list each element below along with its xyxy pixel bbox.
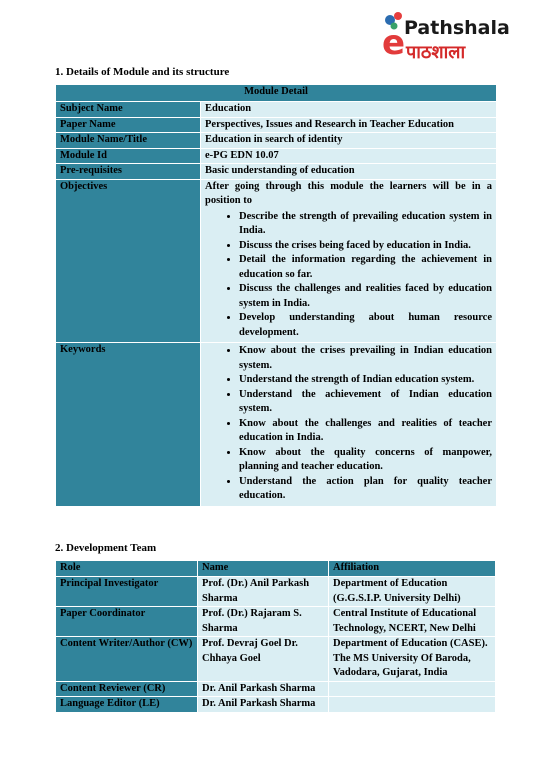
objectives-list [205,210,492,341]
column-header: Role [56,561,198,577]
table-row [56,577,496,607]
epathshala-logo [380,10,510,68]
list-item: • Understand the strength of Indian education system. [239,373,492,388]
affiliation-cell: Department of Education (G.G.S.I.P. University Delhi) [329,577,496,607]
row-value: Education [201,102,497,118]
name-cell: Dr. Anil Parkash Sharma [198,681,329,697]
list-item: • Discuss the crises being faced by education in India. [239,239,492,254]
table-row [56,164,496,180]
svg-text:e: e [382,23,406,63]
objectives-value [201,179,497,343]
role-cell: Principal Investigator [56,577,198,607]
row-value: Basic understanding of education [201,164,497,180]
objectives-label: Objectives [56,179,201,343]
row-label: Paper Name [56,117,201,133]
list-item: • Know about the quality concerns of manpower, planning and teacher education. [239,446,492,475]
name-cell: Prof. (Dr.) Rajaram S. Sharma [198,607,329,637]
section2-heading: 2. Development Team [55,542,157,554]
svg-text:पाठशाला: पाठशाला [406,42,466,63]
objectives-intro: After going through this module the learners will be in a position to [205,180,492,206]
row-label: Module Id [56,148,201,164]
row-label: Module Name/Title [56,133,201,149]
table-row [56,637,496,682]
list-item: • Know about the challenges and realities of teacher education in India. [239,417,492,446]
module-detail-title: Module Detail [56,85,496,102]
row-label: Subject Name [56,102,201,118]
keywords-label: Keywords [56,343,201,506]
row-value: Perspectives, Issues and Research in Teacher Education [201,117,497,133]
list-item: • Discuss the challenges and realities faced by education system in India. [239,282,492,311]
table-row [56,133,496,149]
table-row [56,697,496,712]
role-cell: Content Reviewer (CR) [56,681,198,697]
table-header-row [56,561,496,577]
list-item: • Detail the information regarding the achievement in education so far. [239,253,492,282]
row-value: Education in search of identity [201,133,497,149]
table-row [56,117,496,133]
list-item: • Describe the strength of prevailing education system in India. [239,210,492,239]
role-cell: Content Writer/Author (CW) [56,637,198,682]
list-item: • Understand the action plan for quality teacher education. [239,475,492,504]
table-row [56,102,496,118]
module-detail-table [56,85,496,506]
name-cell: Prof. (Dr.) Anil Parkash Sharma [198,577,329,607]
development-team-table [56,560,496,712]
role-cell: Paper Coordinator [56,607,198,637]
list-item: • Develop understanding about human resource development. [239,311,492,340]
affiliation-cell: Department of Education (CASE). The MS University Of Baroda, Vadodara, Gujarat, India [329,637,496,682]
list-item: • Know about the crises prevailing in Indian education system. [239,344,492,373]
row-label: Pre-requisites [56,164,201,180]
affiliation-cell: Central Institute of Educational Technology, NCERT, New Delhi [329,607,496,637]
column-header: Affiliation [329,561,496,577]
row-value: e-PG EDN 10.07 [201,148,497,164]
keywords-row [56,343,496,506]
column-header: Name [198,561,329,577]
objectives-row [56,179,496,343]
keywords-value [201,343,497,506]
table-row [56,148,496,164]
list-item: • Understand the achievement of Indian education system. [239,388,492,417]
name-cell: Prof. Devraj Goel Dr. Chhaya Goel [198,637,329,682]
svg-text:Pathshala: Pathshala [404,17,510,39]
role-cell: Language Editor (LE) [56,697,198,712]
table-row [56,681,496,697]
table-row [56,607,496,637]
affiliation-cell [329,697,496,712]
affiliation-cell [329,681,496,697]
section1-heading: 1. Details of Module and its structure [55,66,230,78]
keywords-list [205,344,492,504]
name-cell: Dr. Anil Parkash Sharma [198,697,329,712]
